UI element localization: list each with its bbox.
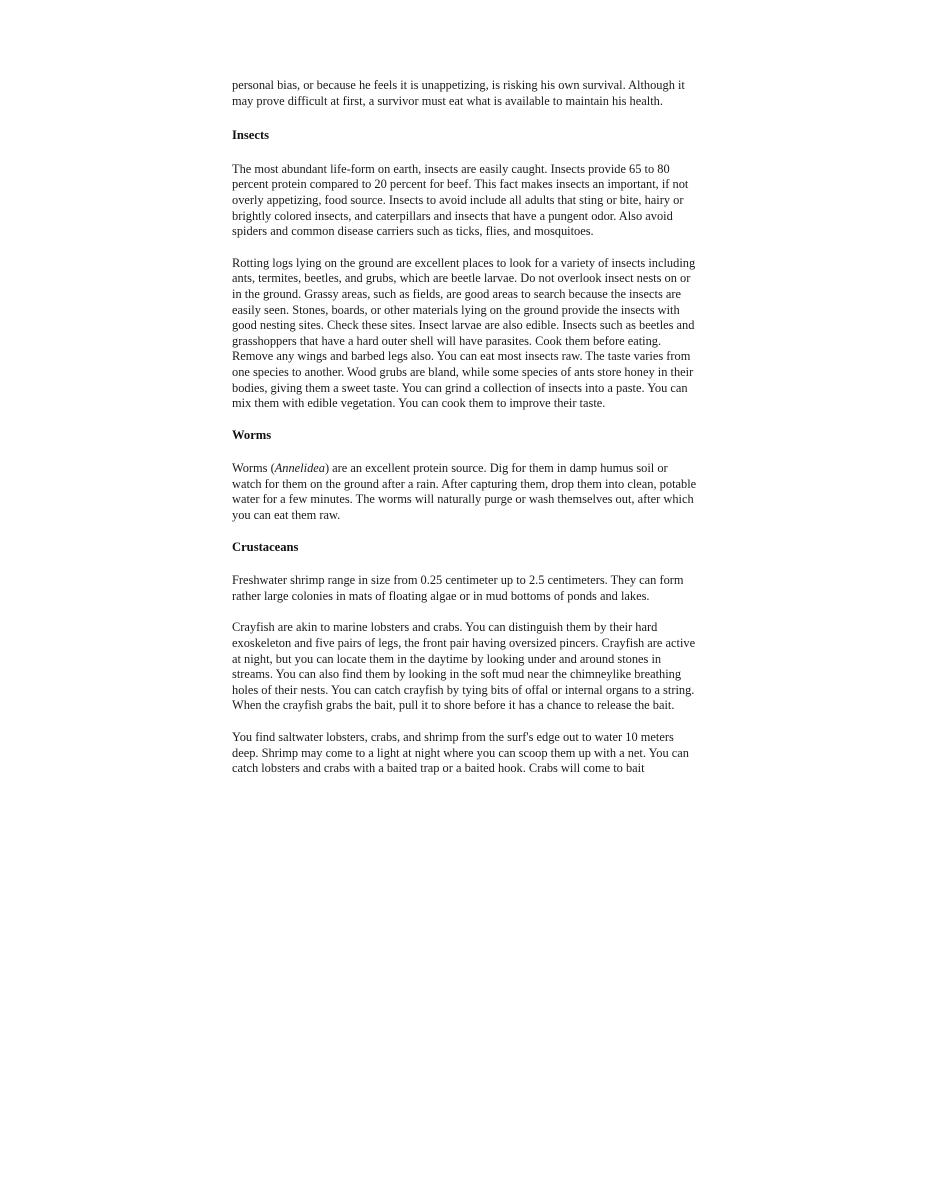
- worms-heading: Worms: [232, 427, 272, 442]
- crustaceans-paragraph-2: Crayfish are akin to marine lobsters and crabs. You can distinguish them by their hard exoskeleton and five pairs of legs, the front pair having oversized pincers. Crayfish are active at night, but you can locate them in the daytime by looking under and around stones in streams. You can also find them by looking in the soft mud near the chimneylike breathing holes of their nests. You can catch crayfish by tying bits of offal or internal organs to a string. When the crayfish grabs the bait, pull it to shore before it has a chance to release the bait.: [232, 620, 696, 713]
- intro-paragraph: personal bias, or because he feels it is unappetizing, is risking his own survival. Although it may prove difficult at first, a survivor must eat what is available to maintain his health.: [232, 78, 685, 108]
- worms-scientific-name: Annelidea: [274, 461, 325, 476]
- document-page: [232, 78, 698, 793]
- worms-text-start: Worms (: [232, 461, 275, 476]
- worms-paragraph: [232, 461, 698, 523]
- insects-paragraph-1: The most abundant life-form on earth, insects are easily caught. Insects provide 65 to 80 percent protein compared to 20 percent for beef. This fact makes insects an important, if not overly appetizing, food source. Insects to avoid include all adults that sting or bite, hairy or brightly colored insects, and caterpillars and insects that have a pungent odor. Also avoid spiders and common disease carriers such as ticks, flies, and mosquitoes.: [232, 161, 689, 239]
- insects-paragraph-2: Rotting logs lying on the ground are excellent places to look for a variety of insects including ants, termites, beetles, and grubs, which are beetle larvae. Do not overlook insect nests on or in the ground. Grassy areas, such as fields, are good areas to search because the insects are easily seen. Stones, boards, or other materials lying on the ground provide the insects with good nesting sites. Check these sites. Insect larvae are also edible. Insects such as beetles and grasshoppers that have a hard outer shell will have parasites. Cook them before eating. Remove any wings and barbed legs also. You can eat most insects raw. The taste varies from one species to another. Wood grubs are bland, while some species of ants store honey in their bodies, giving them a sweet taste. You can grind a collection of insects into a paste. You can mix them with edible vegetation. You can cook them to improve their taste.: [232, 255, 696, 411]
- crustaceans-paragraph-3: You find saltwater lobsters, crabs, and shrimp from the surf's edge out to water 10 meters deep. Shrimp may come to a light at night where you can scoop them up with a net. You can catch lobsters and crabs with a baited trap or a baited hook. Crabs will come to bait: [232, 730, 689, 776]
- crustaceans-paragraph-1: Freshwater shrimp range in size from 0.25 centimeter up to 2.5 centimeters. They can form rather large colonies in mats of floating algae or in mud bottoms of ponds and lakes.: [232, 573, 684, 603]
- worms-text-end: ) are an excellent protein source. Dig for them in damp humus soil or watch for them on the ground after a rain. After capturing them, drop them into clean, potable water for a few minutes. The worms will naturally purge or wash themselves out, after which you can eat them raw.: [232, 461, 697, 523]
- insects-heading: Insects: [232, 128, 270, 143]
- crustaceans-heading: Crustaceans: [232, 539, 299, 554]
